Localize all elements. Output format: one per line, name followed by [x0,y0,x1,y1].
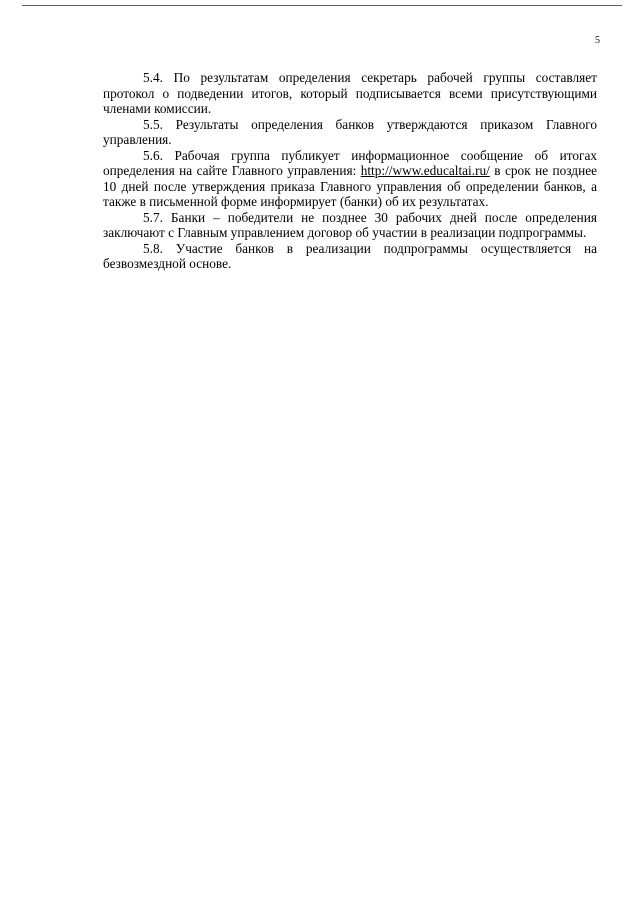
paragraph-5-6-after-link: в срок не позднее 10 дней после утверждения приказа Главного управления об определении банков, а также в письменной форме информирует (банки) об их результатах. [103,163,597,209]
paragraph-5-4: 5.4. По результатам определения секретарь рабочей группы составляет протокол о подведении итогов, который подписывается всеми присутствующими членами комиссии. [103,70,597,116]
paragraph-5-6-before-link: 5.6. Рабочая группа публикует информационное сообщение об итогах определения на сайте Главного управления: [103,147,597,178]
paragraph-5-6 [103,148,597,210]
website-link[interactable]: http://www.educaltai.ru/ [360,163,490,178]
document-body [103,70,597,272]
paragraph-5-8: 5.8. Участие банков в реализации подпрограммы осуществляется на безвозмездной основе. [103,240,597,271]
top-scan-edge-line [22,5,622,6]
page-number: 5 [595,35,600,46]
paragraph-5-5: 5.5. Результаты определения банков утверждаются приказом Главного управления. [103,116,597,147]
paragraph-5-7: 5.7. Банки – победители не позднее 30 рабочих дней после определения заключают с Главным управлением договор об участии в реализации подпрограммы. [103,209,597,240]
